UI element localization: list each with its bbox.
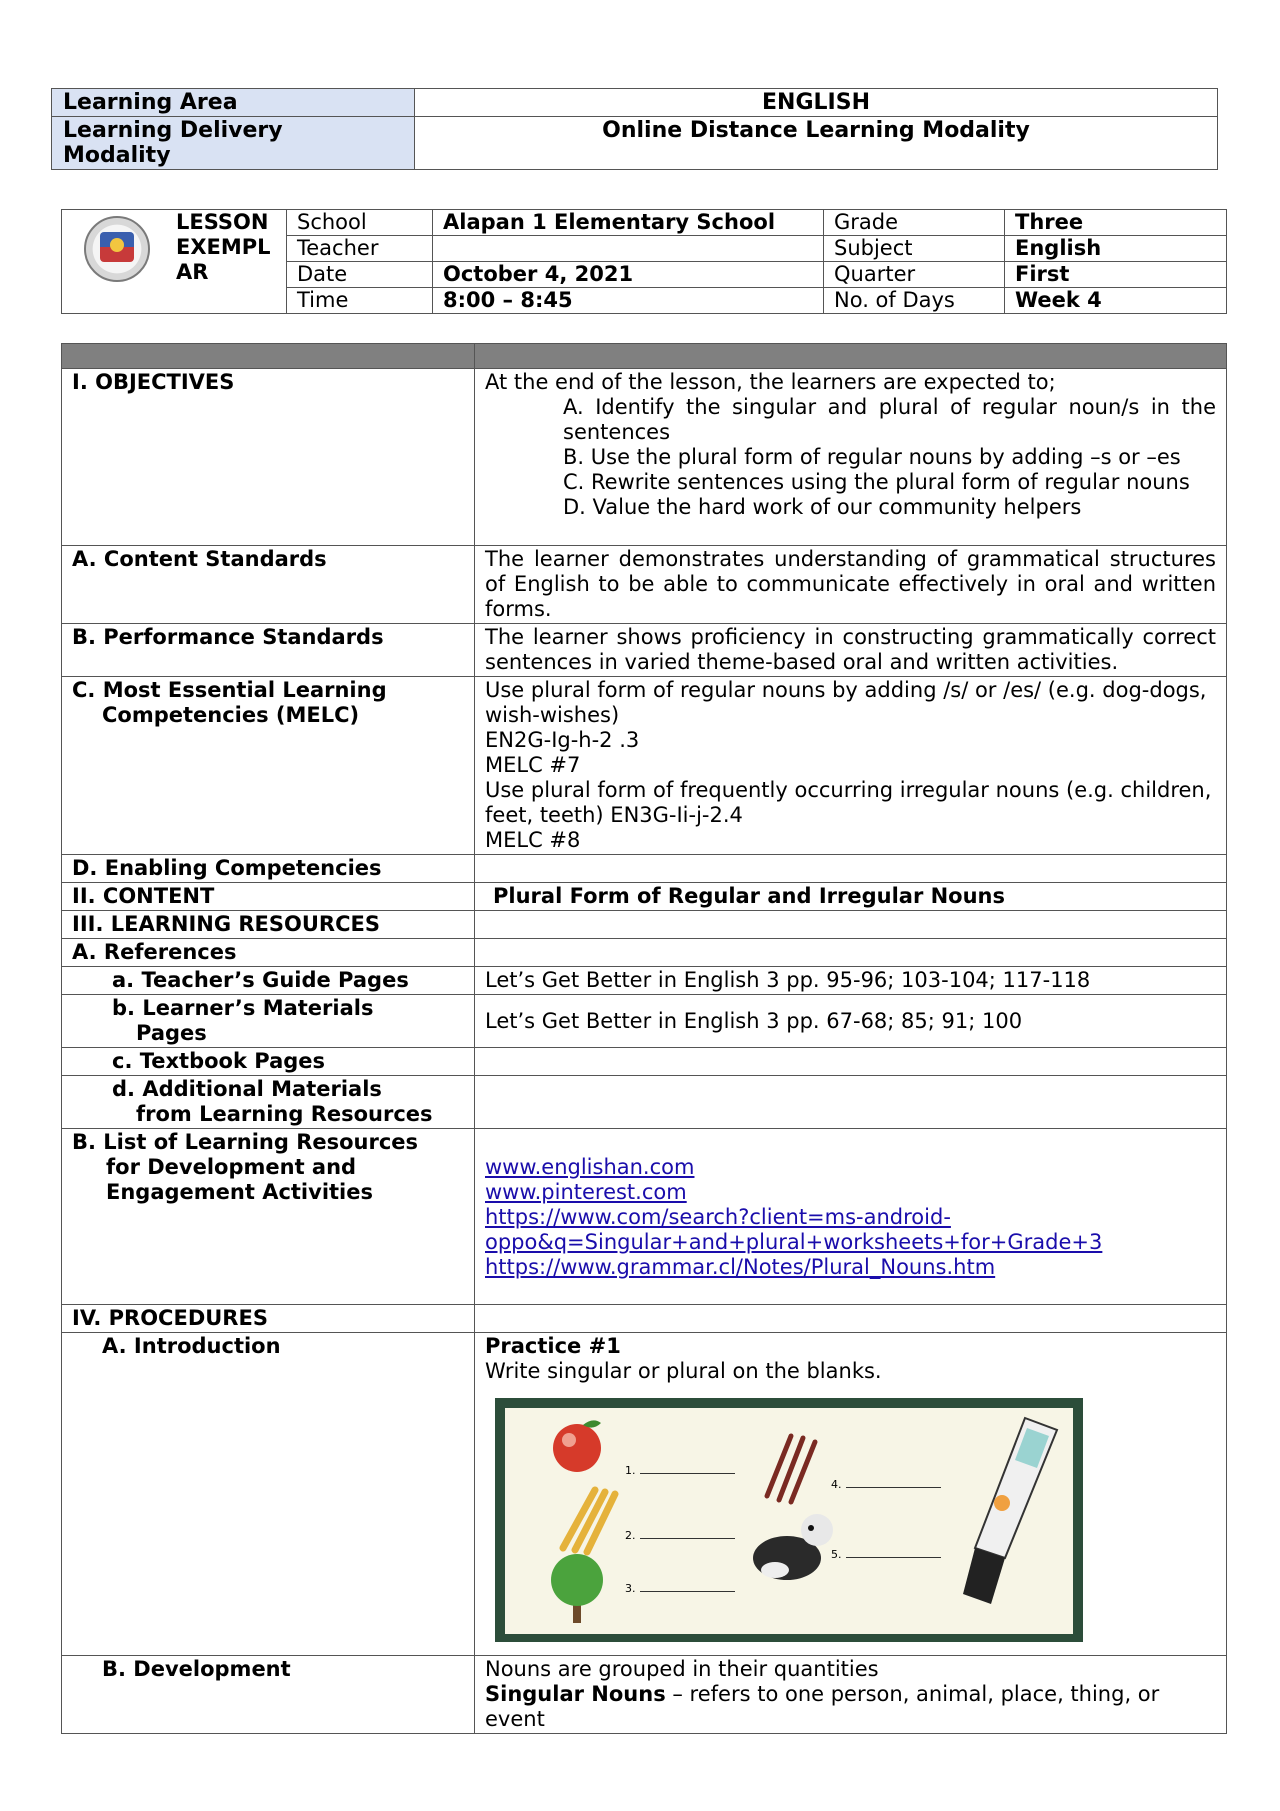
- references-row: [62, 939, 1227, 967]
- objective-item: A. Identify the singular and plural of regular noun/s in the sentences: [563, 395, 1216, 444]
- content-value: Plural Form of Regular and Irregular Nouns: [475, 883, 1227, 911]
- tg-row: [62, 967, 1227, 995]
- quarter-value: First: [1005, 262, 1227, 288]
- time-label: Time: [287, 288, 433, 314]
- resource-link-grammar[interactable]: https://www.grammar.cl/Notes/Plural_Nouns.htm: [485, 1255, 996, 1279]
- teacher-label: Teacher: [287, 236, 433, 262]
- lm-value: Let’s Get Better in English 3 pp. 67-68; 85; 91; 100: [475, 995, 1227, 1048]
- content-label: II. CONTENT: [62, 883, 475, 911]
- pens-icon: [767, 1436, 815, 1502]
- resources-label: III. LEARNING RESOURCES: [62, 911, 475, 939]
- procedures-value: [475, 1305, 1227, 1333]
- tg-value: Let’s Get Better in English 3 pp. 95-96; 103-104; 117-118: [475, 967, 1227, 995]
- singular-nouns-term: Singular Nouns: [485, 1682, 666, 1706]
- blank-3: [625, 1576, 735, 1601]
- table-header-row: [62, 344, 1227, 369]
- tb-value: [475, 1048, 1227, 1076]
- modality-label-line2: Modality: [63, 143, 171, 168]
- learning-area-value: ENGLISH: [415, 89, 1218, 117]
- time-value: 8:00 – 8:45: [433, 288, 824, 314]
- objectives-intro: At the end of the lesson, the learners are expected to;: [485, 370, 1056, 394]
- blank-2: [625, 1523, 735, 1548]
- singular-nouns-definition: – refers to one person, animal, place, thing, or event: [485, 1682, 1160, 1731]
- school-seal-icon: [84, 216, 150, 282]
- apple-icon: [553, 1420, 601, 1472]
- performance-standards-label: B. Performance Standards: [62, 624, 475, 677]
- add-label: [62, 1076, 475, 1129]
- resource-link-search-1[interactable]: https://www.com/search?client=ms-android-: [485, 1205, 951, 1229]
- blank-number: 4.: [831, 1478, 842, 1491]
- melc-label: [62, 677, 475, 855]
- development-label: B. Development: [62, 1656, 475, 1734]
- references-value: [475, 939, 1227, 967]
- procedures-label: IV. PROCEDURES: [62, 1305, 475, 1333]
- blank-5: [831, 1542, 941, 1567]
- content-standards-row: [62, 546, 1227, 624]
- melc-content: [475, 677, 1227, 855]
- development-singular: [485, 1682, 1216, 1732]
- header-table: [51, 88, 1218, 170]
- performance-standards-text: The learner shows proficiency in constructing grammatically correct sentences in varied theme-based oral and written activities.: [475, 624, 1227, 677]
- melc-row: [62, 677, 1227, 855]
- list-resources-row: [62, 1129, 1227, 1305]
- add-row: [62, 1076, 1227, 1129]
- melc-line: Use plural form of regular nouns by adding /s/ or /es/ (e.g. dog-dogs, wish-wishes): [485, 678, 1207, 727]
- list-label-line2: for Development and: [106, 1155, 357, 1179]
- teacher-value: [433, 236, 824, 262]
- enabling-value: [475, 855, 1227, 883]
- grade-label: Grade: [824, 210, 1005, 236]
- resource-link-englishan[interactable]: www.englishan.com: [485, 1155, 695, 1179]
- lesson-plan-table: [61, 343, 1227, 1734]
- introduction-label: A. Introduction: [62, 1333, 475, 1656]
- enabling-label: D. Enabling Competencies: [62, 855, 475, 883]
- days-label: No. of Days: [824, 288, 1005, 314]
- lesson-label-line2: EXEMPL: [176, 235, 271, 259]
- lm-row: [62, 995, 1227, 1048]
- lesson-info-table: [61, 209, 1227, 314]
- learning-area-label: Learning Area: [52, 89, 415, 117]
- melc-line: EN2G-Ig-h-2 .3: [485, 728, 640, 752]
- grade-value: Three: [1005, 210, 1227, 236]
- lesson-exemplar-label: [172, 210, 287, 314]
- worksheet-board: [505, 1408, 1073, 1634]
- melc-label-line2: Competencies (MELC): [102, 703, 360, 727]
- dog-icon: [753, 1514, 833, 1580]
- list-resources-label: [62, 1129, 475, 1305]
- introduction-row: [62, 1333, 1227, 1656]
- resource-link-search-2[interactable]: oppo&q=Singular+and+plural+worksheets+for+Grade+3: [485, 1230, 1103, 1254]
- resource-link-pinterest[interactable]: www.pinterest.com: [485, 1180, 687, 1204]
- content-row: [62, 883, 1227, 911]
- pencils-icon: [563, 1490, 615, 1552]
- content-standards-label: A. Content Standards: [62, 546, 475, 624]
- school-value: Alapan 1 Elementary School: [433, 210, 824, 236]
- references-label: A. References: [62, 939, 475, 967]
- list-resources-links: [475, 1129, 1227, 1305]
- blank-4: [831, 1472, 941, 1497]
- melc-line: Use plural form of frequently occurring irregular nouns (e.g. children, feet, teeth) EN3G-Ii-j-2.4: [485, 778, 1212, 827]
- lm-label: [62, 995, 475, 1048]
- practice-instruction: Write singular or plural on the blanks.: [485, 1359, 882, 1383]
- worksheet-image: [495, 1398, 1083, 1642]
- objectives-list: [485, 395, 1216, 520]
- list-label-line1: B. List of Learning Resources: [72, 1130, 419, 1154]
- marker-icon: [963, 1418, 1057, 1604]
- development-line1: Nouns are grouped in their quantities: [485, 1657, 879, 1681]
- objective-item: D. Value the hard work of our community helpers: [563, 495, 1082, 519]
- add-label-line2: from Learning Resources: [136, 1102, 433, 1126]
- enabling-row: [62, 855, 1227, 883]
- procedures-row: [62, 1305, 1227, 1333]
- lesson-label-line3: AR: [176, 260, 209, 284]
- melc-label-line1: C. Most Essential Learning: [72, 678, 387, 702]
- seal-cell: [62, 210, 173, 314]
- add-label-line1: d. Additional Materials: [112, 1077, 382, 1101]
- objectives-row: [62, 369, 1227, 546]
- content-standards-text: The learner demonstrates understanding of grammatical structures of English to be able to communicate effectively in oral and written forms.: [475, 546, 1227, 624]
- blank-number: 5.: [831, 1548, 842, 1561]
- worksheet-illustration: [505, 1408, 1073, 1634]
- modality-label-line1: Learning Delivery: [63, 118, 283, 143]
- subject-value: English: [1005, 236, 1227, 262]
- practice-title: Practice #1: [485, 1334, 621, 1358]
- list-label-line3: Engagement Activities: [106, 1180, 374, 1204]
- tree-icon: [551, 1554, 603, 1623]
- blank-number: 1.: [625, 1464, 636, 1477]
- modality-label: [52, 117, 415, 170]
- lesson-label-line1: LESSON: [176, 210, 269, 234]
- melc-line: MELC #8: [485, 828, 581, 852]
- objectives-content: [475, 369, 1227, 546]
- days-value: Week 4: [1005, 288, 1227, 314]
- quarter-label: Quarter: [824, 262, 1005, 288]
- performance-standards-row: [62, 624, 1227, 677]
- objective-item: B. Use the plural form of regular nouns by adding –s or –es: [563, 445, 1181, 469]
- lm-label-line1: b. Learner’s Materials: [112, 996, 374, 1020]
- subject-label: Subject: [824, 236, 1005, 262]
- development-content: [475, 1656, 1227, 1734]
- objectives-label: I. OBJECTIVES: [62, 369, 475, 546]
- tb-row: [62, 1048, 1227, 1076]
- date-label: Date: [287, 262, 433, 288]
- lm-label-line2: Pages: [136, 1021, 207, 1045]
- development-row: [62, 1656, 1227, 1734]
- modality-value: Online Distance Learning Modality: [415, 117, 1218, 170]
- tb-label: c. Textbook Pages: [62, 1048, 475, 1076]
- melc-line: MELC #7: [485, 753, 581, 777]
- resources-value: [475, 911, 1227, 939]
- tg-label: a. Teacher’s Guide Pages: [62, 967, 475, 995]
- school-label: School: [287, 210, 433, 236]
- objective-item: C. Rewrite sentences using the plural form of regular nouns: [563, 470, 1190, 494]
- resources-row: [62, 911, 1227, 939]
- date-value: October 4, 2021: [433, 262, 824, 288]
- blank-number: 2.: [625, 1529, 636, 1542]
- blank-1: [625, 1458, 735, 1483]
- blank-number: 3.: [625, 1582, 636, 1595]
- introduction-content: [475, 1333, 1227, 1656]
- add-value: [475, 1076, 1227, 1129]
